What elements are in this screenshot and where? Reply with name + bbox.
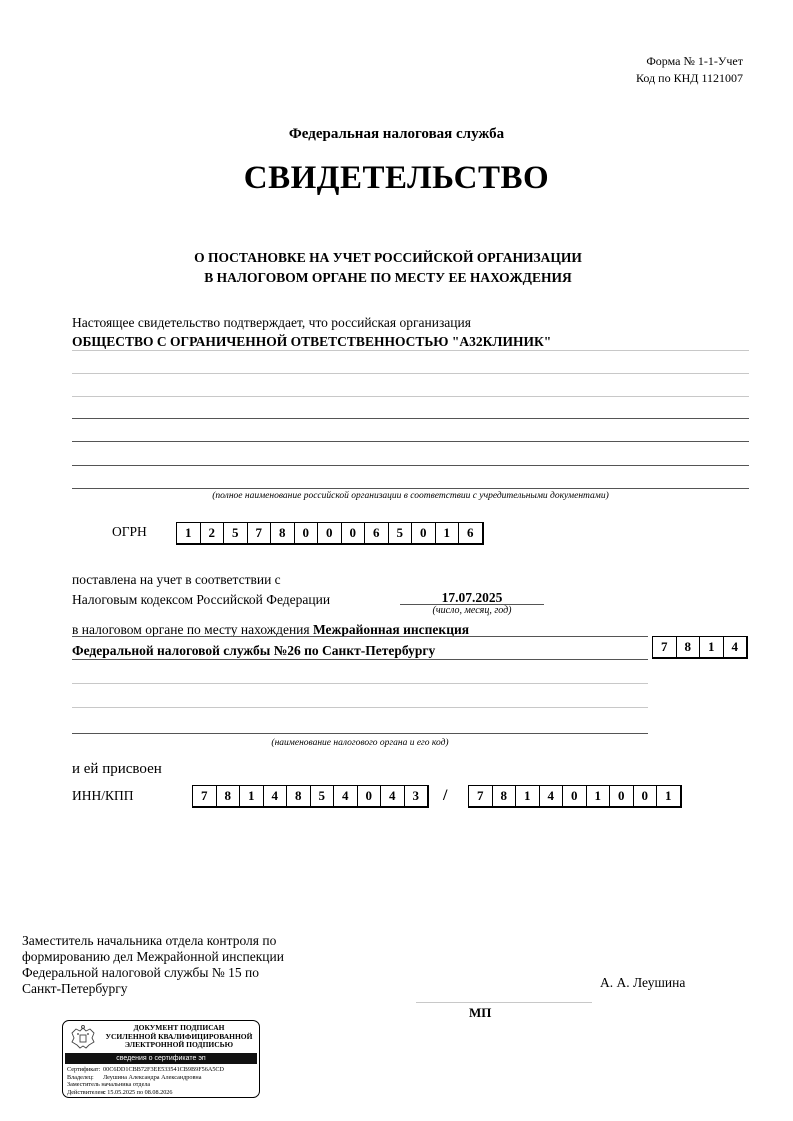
tax-office-name-part-2: Федеральной налоговой службы №26 по Санкт-Петербургу bbox=[72, 643, 436, 658]
org-line-7 bbox=[72, 488, 749, 489]
ogrn-digit: 5 bbox=[224, 523, 248, 543]
tax-line-4 bbox=[72, 707, 648, 708]
ogrn-digit: 1 bbox=[177, 523, 201, 543]
ogrn-digit: 5 bbox=[389, 523, 413, 543]
stamp-header-line-2: УСИЛЕННОЙ КВАЛИФИЦИРОВАННОЙ bbox=[105, 1031, 253, 1041]
organization-intro: Настоящее свидетельство подтверждает, что российская организация bbox=[72, 315, 471, 330]
ogrn-digit: 7 bbox=[248, 523, 272, 543]
tax-office-name-part-1: Межрайонная инспекция bbox=[312, 622, 470, 637]
signatory-position bbox=[22, 933, 312, 997]
electronic-signature-stamp bbox=[62, 1020, 260, 1098]
inn-boxes bbox=[192, 785, 429, 808]
tax-office-code-digit: 1 bbox=[700, 637, 724, 657]
stamp-row-certificate: Сертификат: 00C6DD1CBB72F3EE533541CB9B9F56A5CD bbox=[67, 1066, 225, 1073]
tax-line-3 bbox=[72, 683, 648, 684]
stamp-row-owner: Владелец: Леушина Александра Александровна bbox=[67, 1073, 202, 1081]
org-line-1 bbox=[72, 350, 749, 351]
inn-digit: 8 bbox=[217, 786, 241, 806]
ogrn-digit: 0 bbox=[342, 523, 366, 543]
inn-digit: 5 bbox=[311, 786, 335, 806]
agency-name: Федеральная налоговая служба bbox=[288, 126, 505, 142]
organization-name: ОБЩЕСТВО С ОГРАНИЧЕННОЙ ОТВЕТСТВЕННОСТЬЮ "А32КЛИНИК" bbox=[72, 334, 552, 349]
assigned-label: и ей присвоен bbox=[72, 761, 162, 777]
kpp-digit: 0 bbox=[634, 786, 658, 806]
inn-digit: 3 bbox=[412, 788, 419, 803]
form-header bbox=[636, 53, 743, 87]
stamp-header-line-3: ЭЛЕКТРОННОЙ ПОДПИСЬЮ bbox=[124, 1040, 234, 1049]
ogrn-digit: 6 bbox=[467, 525, 474, 540]
stamp-row-position: Заместитель начальника отдела bbox=[67, 1081, 151, 1089]
tax-office-note: (наименование налогового органа и его код) bbox=[271, 738, 449, 748]
org-line-3 bbox=[72, 396, 749, 397]
inn-kpp-label: ИНН/КПП bbox=[72, 788, 134, 803]
ogrn-digit: 6 bbox=[365, 523, 389, 543]
signatory-position-line-4: Санкт-Петербургу bbox=[22, 981, 128, 996]
tax-office-code-digit: 7 bbox=[653, 637, 677, 657]
seal-label: МП bbox=[469, 1005, 492, 1020]
kpp-digit: 1 bbox=[516, 786, 540, 806]
inn-kpp-separator: / bbox=[443, 787, 448, 804]
signatory-name: А. А. Леушина bbox=[600, 975, 686, 990]
stamp-header-line-1: ДОКУМЕНТ ПОДПИСАН bbox=[133, 1023, 225, 1032]
ogrn-digit: 0 bbox=[295, 523, 319, 543]
subtitle-line-2: В НАЛОГОВОМ ОРГАНЕ ПО МЕСТУ ЕЕ НАХОЖДЕНИЯ bbox=[204, 270, 572, 285]
registration-line-2: Налоговым кодексом Российской Федерации bbox=[72, 592, 331, 607]
signatory-position-line-1: Заместитель начальника отдела контроля по bbox=[22, 933, 277, 948]
date-note: (число, месяц, год) bbox=[432, 605, 512, 616]
coat-of-arms-icon bbox=[68, 1024, 98, 1052]
registration-date: 17.07.2025 bbox=[441, 590, 503, 605]
kpp-digit: 4 bbox=[540, 786, 564, 806]
inn-digit: 7 bbox=[193, 786, 217, 806]
ogrn-digit: 8 bbox=[271, 523, 295, 543]
kpp-boxes bbox=[468, 785, 682, 808]
org-line-2 bbox=[72, 373, 749, 374]
ogrn-digit: 2 bbox=[201, 523, 225, 543]
stamp-certificate-bar: сведения о сертификате эп bbox=[65, 1053, 257, 1064]
org-line-4 bbox=[72, 418, 749, 419]
tax-office-label: в налоговом органе по месту нахождения bbox=[72, 622, 310, 637]
kpp-digit: 8 bbox=[493, 786, 517, 806]
ogrn-digit: 0 bbox=[412, 523, 436, 543]
stamp-row-validity: Действителен:с 15.05.2025 по 08.08.2026 bbox=[67, 1088, 173, 1096]
organization-note: (полное наименование российской организации в соответствии с учредительными документами) bbox=[212, 491, 609, 501]
signatory-position-line-3: Федеральной налоговой службы № 15 по bbox=[22, 965, 259, 980]
signatory-position-line-2: формированию дел Межрайонной инспекции bbox=[22, 949, 284, 964]
kpp-digit: 7 bbox=[469, 786, 493, 806]
inn-digit: 8 bbox=[287, 786, 311, 806]
certificate-title: СВИДЕТЕЛЬСТВО bbox=[243, 160, 550, 196]
kpp-digit: 0 bbox=[610, 786, 634, 806]
inn-digit: 4 bbox=[334, 786, 358, 806]
inn-digit: 0 bbox=[358, 786, 382, 806]
ogrn-boxes bbox=[176, 522, 484, 545]
stamp-header bbox=[101, 1024, 257, 1050]
tax-office-code-boxes bbox=[652, 636, 748, 659]
ogrn-digit: 0 bbox=[318, 523, 342, 543]
form-number: Форма № 1-1-Учет bbox=[646, 54, 743, 68]
kpp-digit: 1 bbox=[665, 788, 672, 803]
kpp-digit: 1 bbox=[587, 786, 611, 806]
org-line-5 bbox=[72, 441, 749, 442]
knd-code: Код по КНД 1121007 bbox=[636, 71, 743, 85]
certificate-subtitle bbox=[0, 248, 776, 288]
inn-digit: 4 bbox=[381, 786, 405, 806]
tax-line-5 bbox=[72, 733, 648, 734]
ogrn-label: ОГРН bbox=[112, 524, 147, 539]
inn-digit: 4 bbox=[264, 786, 288, 806]
stamp-details bbox=[67, 1066, 224, 1096]
tax-line-2 bbox=[72, 659, 648, 660]
tax-office-code-digit: 4 bbox=[731, 639, 738, 654]
tax-line-1 bbox=[72, 636, 648, 637]
org-line-6 bbox=[72, 465, 749, 466]
signature-line bbox=[416, 1002, 592, 1003]
registration-line-1: поставлена на учет в соответствии с bbox=[72, 572, 281, 587]
tax-office-code-digit: 8 bbox=[677, 637, 701, 657]
ogrn-digit: 1 bbox=[436, 523, 460, 543]
kpp-digit: 0 bbox=[563, 786, 587, 806]
inn-digit: 1 bbox=[240, 786, 264, 806]
subtitle-line-1: О ПОСТАНОВКЕ НА УЧЕТ РОССИЙСКОЙ ОРГАНИЗАЦИИ bbox=[194, 250, 582, 265]
